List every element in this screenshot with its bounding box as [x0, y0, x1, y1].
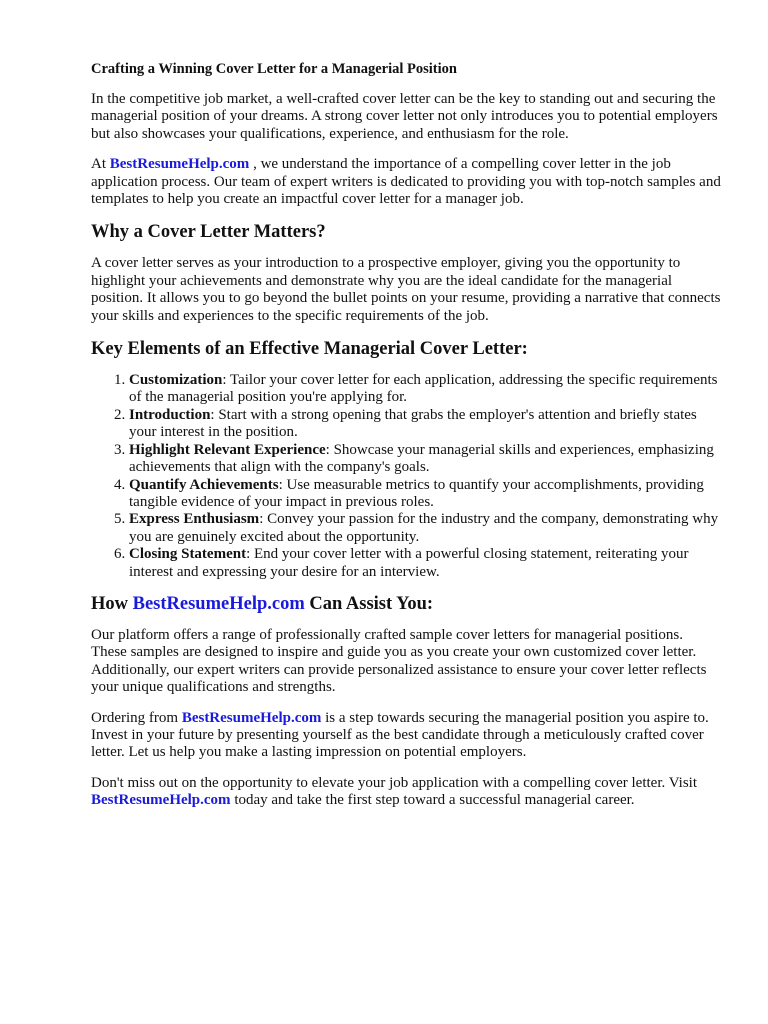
heading-why-cover-letter: Why a Cover Letter Matters? [91, 222, 326, 243]
closing-text-post: today and take the first step toward a successful managerial career. [230, 792, 635, 809]
list-item-term: Customization [129, 372, 223, 389]
list-item [129, 407, 721, 442]
platform-paragraph: Our platform offers a range of professionally crafted sample cover letters for managerial positions. These samples are designed to inspire and guide you as you create your own customized cover letter. Additionally, our expert writers can provide personalized assistance to ensure your cover letter reflects your unique qualifications and strengths. [91, 626, 707, 696]
heading-how-assist [91, 593, 721, 615]
list-item [129, 372, 721, 407]
list-item-term: Express Enthusiasm [129, 511, 260, 528]
bestresumehelp-link[interactable]: BestResumeHelp.com [132, 593, 305, 614]
list-item-desc: : Tailor your cover letter for each application, addressing the specific requirements of the managerial position you're applying for. [129, 372, 718, 406]
list-item [129, 477, 721, 512]
about-paragraph [91, 156, 721, 208]
ordering-text-post: is a step towards securing the managerial position you aspire to. Invest in your future by presenting yourself as the best candidate through a meticulously crafted cover letter. Let us help you make a lasting impression on potential employers. [91, 709, 709, 761]
ordering-paragraph [91, 710, 721, 762]
closing-paragraph [91, 775, 721, 810]
closing-text-pre: Don't miss out on the opportunity to elevate your job application with a compelling cover letter. Visit [91, 774, 697, 791]
list-item-term: Quantify Achievements [129, 476, 279, 493]
key-elements-list [91, 372, 721, 581]
heading-how-pre: How [91, 593, 133, 614]
intro-paragraph: In the competitive job market, a well-crafted cover letter can be the key to standing out and securing the managerial position of your dreams. A strong cover letter not only introduces you to potential employers but also showcases your qualifications, experience, and enthusiasm for the role. [91, 91, 718, 142]
list-item [129, 546, 721, 581]
list-item-term: Introduction [129, 406, 211, 423]
document-page [91, 60, 721, 823]
bestresumehelp-link[interactable]: BestResumeHelp.com [109, 156, 250, 173]
heading-how-post: Can Assist You: [304, 593, 434, 614]
about-text-post: , we understand the importance of a compelling cover letter in the job application process. Our team of expert writers is dedicated to providing you with top-notch samples and templates to help you create an impactful cover letter for a manager job. [91, 156, 721, 208]
heading-key-elements: Key Elements of an Effective Managerial Cover Letter: [91, 339, 528, 360]
list-item-desc: : Use measurable metrics to quantify your accomplishments, providing tangible evidence of your impact in previous roles. [129, 476, 704, 510]
list-item [129, 511, 721, 546]
about-text-pre: At [91, 156, 110, 173]
list-item [129, 442, 721, 477]
list-item-desc: : Showcase your managerial skills and experiences, emphasizing achievements that align with the company's goals. [129, 441, 714, 476]
list-item-term: Highlight Relevant Experience [129, 441, 326, 458]
why-paragraph: A cover letter serves as your introduction to a prospective employer, giving you the opportunity to highlight your achievements and demonstrate why you are the ideal candidate for the managerial position. It allows you to go beyond the bullet points on your resume, providing a narrative that connects your skills and experiences to the specific requirements of the job. [91, 255, 721, 324]
ordering-text-pre: Ordering from [91, 709, 182, 726]
bestresumehelp-link[interactable]: BestResumeHelp.com [181, 709, 322, 726]
bestresumehelp-link[interactable]: BestResumeHelp.com [91, 792, 231, 809]
list-item-desc: : Convey your passion for the industry and the company, demonstrating why you are genuinely excited about the opportunity. [129, 511, 719, 545]
list-item-desc: : Start with a strong opening that grabs the employer's attention and briefly states your interest in the position. [129, 406, 697, 441]
list-item-term: Closing Statement [129, 546, 247, 563]
list-item-desc: : End your cover letter with a powerful closing statement, reiterating your interest and expressing your desire for an interview. [129, 546, 689, 580]
document-title: Crafting a Winning Cover Letter for a Managerial Position [91, 61, 457, 77]
